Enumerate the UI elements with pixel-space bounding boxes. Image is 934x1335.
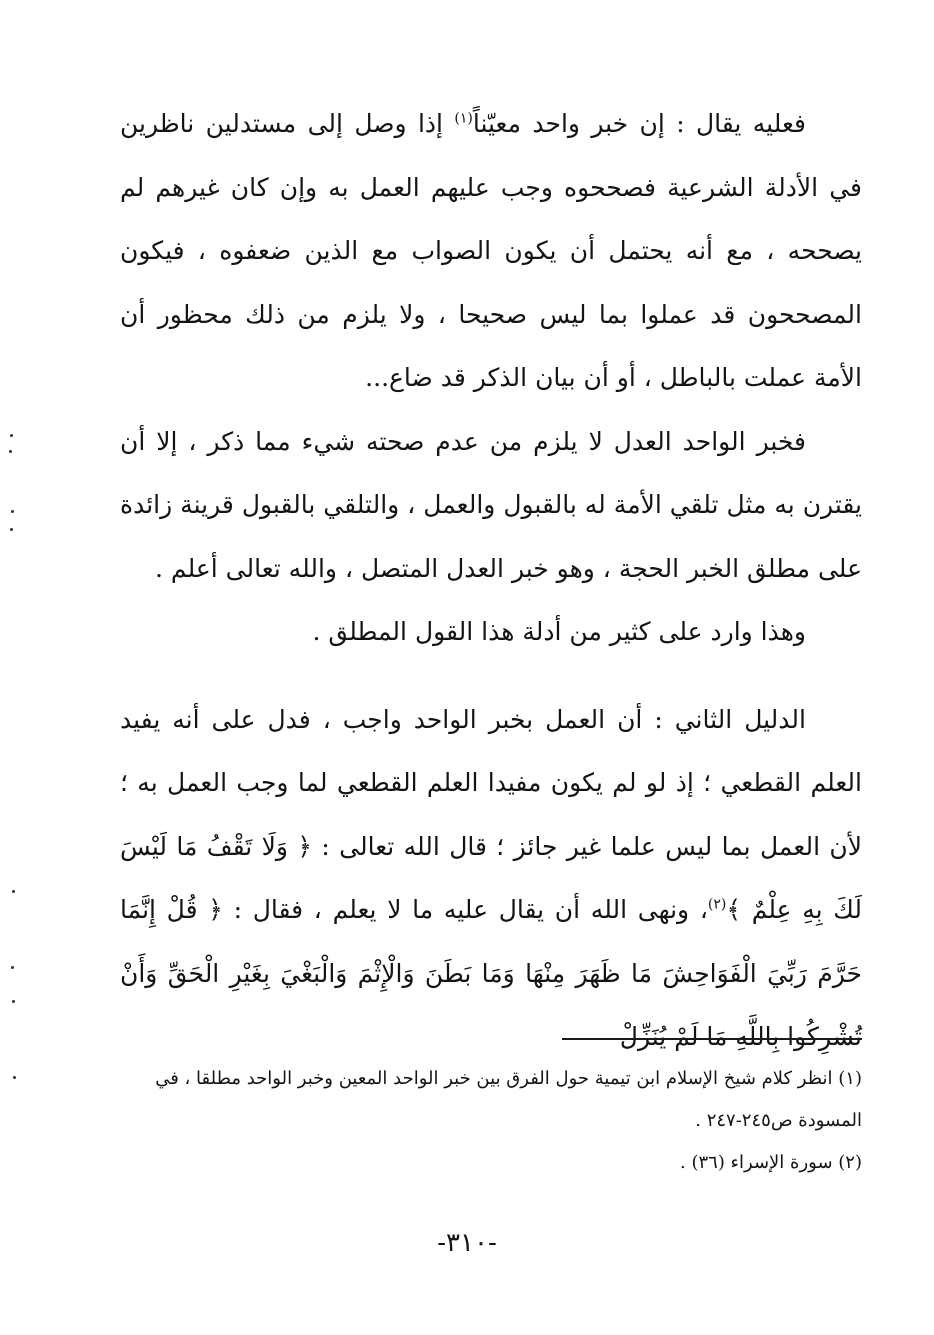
scan-speck	[12, 890, 15, 893]
scan-speck	[12, 1000, 15, 1003]
scan-speck	[11, 966, 14, 969]
paragraph-1-text-a: فعليه يقال : إن خبر واحد معيّناً	[472, 109, 806, 138]
footnote-ref-2[interactable]: (٢)	[707, 896, 727, 913]
footnote-1-marker: (١)	[838, 1068, 862, 1089]
footnote-2	[120, 1142, 862, 1184]
paragraph-3	[120, 600, 862, 664]
paragraph-1	[120, 92, 862, 410]
footnote-1	[120, 1058, 862, 1100]
paragraph-4	[120, 688, 862, 1069]
page-number: -٣١٠-	[437, 1228, 497, 1258]
paragraph-2	[120, 410, 862, 601]
main-text	[120, 92, 862, 1069]
paragraph-3-text: وهذا وارد على كثير من أدلة هذا القول المطلق .	[312, 617, 806, 646]
footnote-2-marker: (٢)	[838, 1152, 862, 1173]
footnote-1-text: انظر كلام شيخ الإسلام ابن تيمية حول الفرق بين خبر الواحد المعين وخبر الواحد مطلقا ، في	[155, 1068, 833, 1089]
paragraph-4-text-b: ، ونهى الله أن يقال عليه ما لا يعلم ، فقال : ﴿ قُلْ إِنَّمَا حَرَّمَ رَبِّيَ الْفَوَاحِشَ مَا ظَهَرَ مِنْهَا وَمَا بَطَنَ وَالْإِثْمَ وَالْبَغْيَ بِغَيْرِ الْحَقِّ وَأَنْ تُشْرِكُوا بِاللَّهِ مَا لَمْ يُنَزِّلْ	[120, 895, 862, 1051]
footnote-separator	[562, 1038, 862, 1040]
footnote-ref-1[interactable]: (١)	[454, 110, 473, 127]
scan-speck	[10, 528, 13, 531]
footnotes	[120, 1058, 862, 1184]
scan-speck	[13, 1076, 16, 1079]
footnote-1-continuation: المسودة ص٢٤٥-٢٤٧ .	[695, 1110, 862, 1131]
scan-speck	[10, 434, 13, 437]
scan-speck	[11, 510, 14, 513]
paragraph-2-text: فخبر الواحد العدل لا يلزم من عدم صحته شيء مما ذكر ، إلا أن يقترن به مثل تلقي الأمة له بالقبول والعمل ، والتلقي بالقبول قرينة زائدة على مطلق الخبر الحجة ، وهو خبر العدل المتصل ، والله تعالى أعلم .	[120, 426, 862, 583]
footnote-2-text: سورة الإسراء (٣٦) .	[680, 1152, 833, 1173]
paragraph-1-text-b: إذا وصل إلى مستدلين ناظرين في الأدلة الشرعية فصححوه وجب عليهم العمل به وإن كان غيرهم لم يصححه ، مع أنه يحتمل أن يكون الصواب مع الذين ضعفوه ، فيكون المصححون قد عملوا بما ليس صحيحا ، ولا يلزم من ذلك محظور أن الأمة عملت بالباطل ، أو أن بيان الذكر قد ضاع...	[120, 109, 862, 392]
scan-speck	[9, 450, 12, 453]
paragraph-4-text-a: الدليل الثاني : أن العمل بخبر الواحد واجب ، فدل على أنه يفيد العلم القطعي ؛ إذ لو لم يكون مفيدا العلم القطعي لما وجب العمل به ؛ لأن العمل بما ليس علما غير جائز ؛ قال الله تعالى : ﴿ وَلَا تَقْفُ مَا لَيْسَ لَكَ بِهِ عِلْمٌ ﴾	[120, 704, 862, 924]
